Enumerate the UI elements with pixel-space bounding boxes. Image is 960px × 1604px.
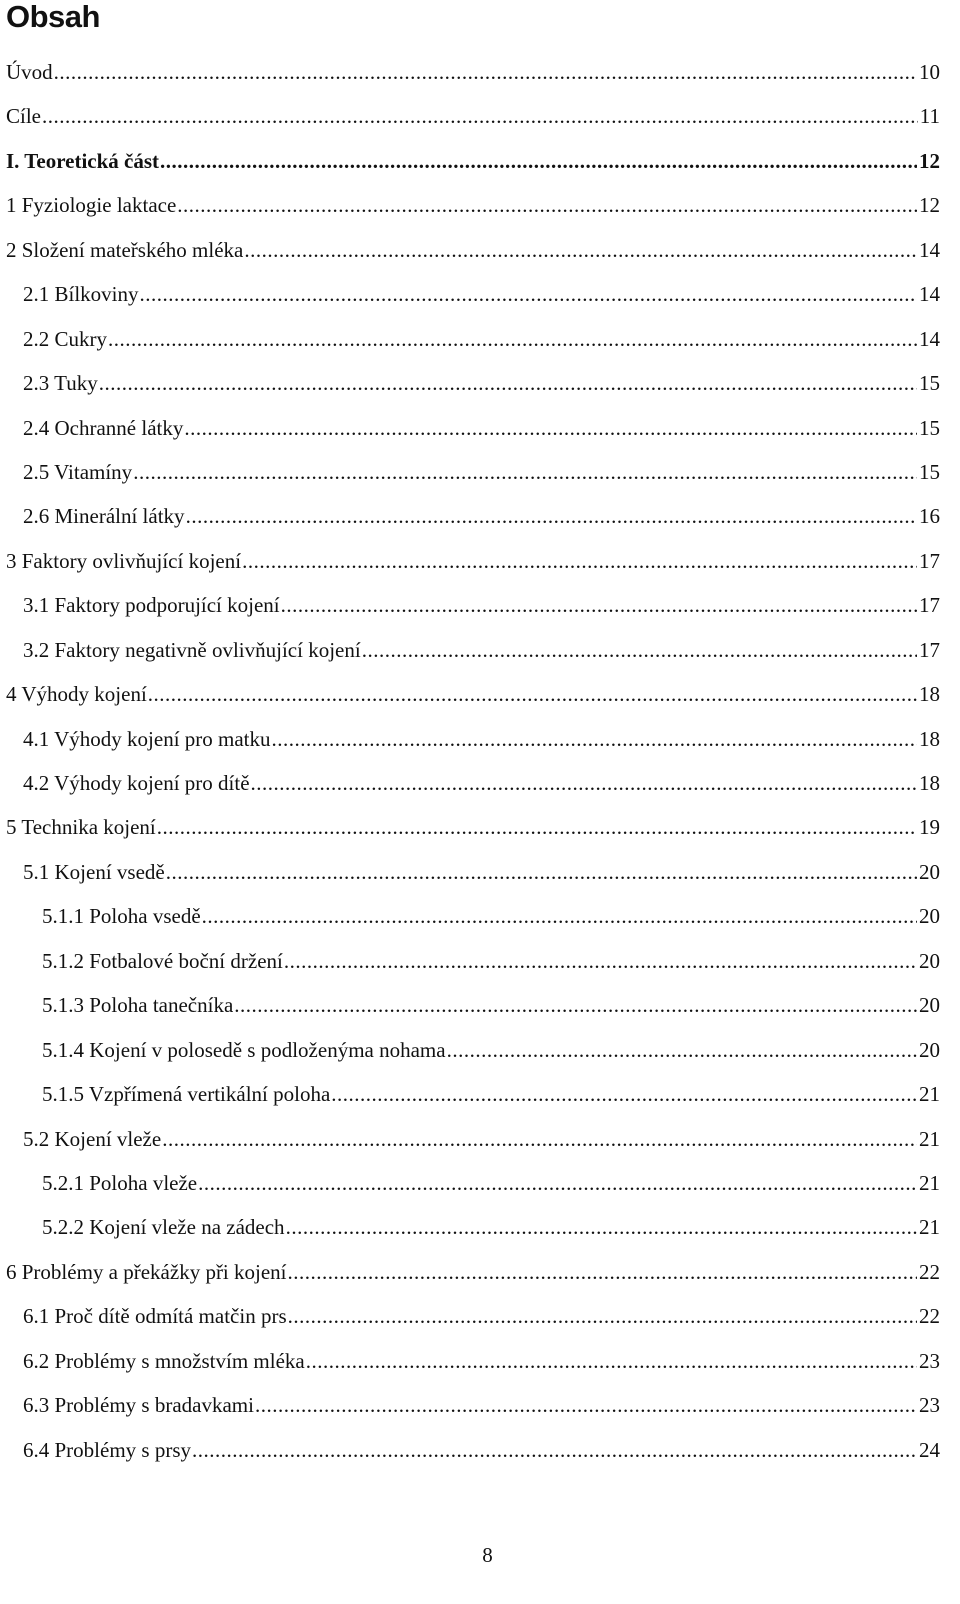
toc-entry-page: 15 bbox=[919, 459, 940, 484]
toc-entry-page: 19 bbox=[919, 815, 940, 840]
toc-entry-page: 20 bbox=[919, 948, 940, 973]
toc-entry-label: 3.1 Faktory podporující kojení bbox=[23, 593, 280, 618]
table-of-contents bbox=[6, 50, 940, 1472]
toc-dot-leader bbox=[362, 628, 917, 672]
toc-entry[interactable] bbox=[6, 361, 940, 405]
toc-entry-page: 21 bbox=[919, 1126, 940, 1151]
toc-dot-leader bbox=[284, 939, 917, 983]
toc-entry-page: 11 bbox=[919, 104, 940, 129]
toc-dot-leader bbox=[186, 494, 917, 538]
toc-entry-label: Úvod bbox=[6, 60, 53, 84]
page-number: 8 bbox=[482, 1543, 493, 1567]
toc-dot-leader bbox=[198, 1161, 917, 1205]
toc-dot-leader bbox=[234, 983, 917, 1027]
toc-dot-leader bbox=[192, 1428, 917, 1472]
toc-dot-leader bbox=[251, 761, 917, 805]
toc-entry-page: 24 bbox=[919, 1437, 940, 1462]
toc-entry[interactable] bbox=[6, 1383, 940, 1427]
toc-entry-label: Cíle bbox=[6, 104, 41, 129]
toc-entry-label: 2.5 Vitamíny bbox=[23, 459, 133, 484]
toc-entry-label: 2.4 Ochranné látky bbox=[23, 415, 184, 440]
toc-entry-page: 20 bbox=[919, 904, 940, 929]
toc-dot-leader bbox=[242, 539, 917, 583]
toc-entry-label: 6.3 Problémy s bradavkami bbox=[23, 1393, 254, 1418]
toc-entry-label: 6.4 Problémy s prsy bbox=[23, 1437, 191, 1462]
toc-entry[interactable] bbox=[6, 94, 940, 138]
toc-entry-page: 14 bbox=[919, 237, 940, 262]
toc-entry[interactable] bbox=[6, 1028, 940, 1072]
toc-dot-leader bbox=[281, 583, 917, 627]
toc-entry-label: 1 Fyziologie laktace bbox=[6, 193, 177, 218]
toc-entry-label: 6 Problémy a překážky při kojení bbox=[6, 1259, 287, 1284]
toc-dot-leader bbox=[177, 183, 917, 227]
toc-entry-label: 5.2 Kojení vleže bbox=[23, 1126, 162, 1151]
toc-entry-page: 21 bbox=[919, 1170, 940, 1195]
toc-entry[interactable] bbox=[6, 1428, 940, 1472]
toc-dot-leader bbox=[288, 1294, 917, 1338]
toc-entry[interactable] bbox=[6, 717, 940, 761]
toc-entry[interactable] bbox=[6, 939, 940, 983]
toc-entry-label: 5.2.1 Poloha vleže bbox=[42, 1170, 198, 1195]
toc-entry-page: 21 bbox=[919, 1215, 940, 1240]
toc-entry-page: 20 bbox=[919, 1037, 940, 1062]
toc-dot-leader bbox=[272, 717, 917, 761]
toc-entry[interactable] bbox=[6, 1072, 940, 1116]
toc-entry-page: 17 bbox=[919, 548, 940, 573]
toc-dot-leader bbox=[244, 228, 917, 272]
toc-dot-leader bbox=[133, 450, 917, 494]
toc-entry-label: 2.2 Cukry bbox=[23, 326, 107, 351]
toc-entry-page: 23 bbox=[919, 1393, 940, 1418]
toc-entry-page: 12 bbox=[919, 193, 940, 218]
toc-entry-label: 4.2 Výhody kojení pro dítě bbox=[23, 771, 250, 795]
toc-dot-leader bbox=[255, 1383, 917, 1427]
toc-entry[interactable] bbox=[6, 850, 940, 894]
toc-entry-label: 4.1 Výhody kojení pro matku bbox=[23, 726, 271, 751]
toc-entry-page: 21 bbox=[919, 1082, 940, 1107]
toc-dot-leader bbox=[42, 94, 918, 138]
toc-entry-page: 14 bbox=[919, 326, 940, 351]
toc-entry[interactable] bbox=[6, 539, 940, 583]
toc-entry-page: 15 bbox=[919, 415, 940, 440]
toc-entry-label: 5 Technika kojení bbox=[6, 815, 156, 840]
toc-entry-page: 23 bbox=[919, 1348, 940, 1373]
toc-entry[interactable] bbox=[6, 50, 940, 94]
toc-entry[interactable] bbox=[6, 1117, 940, 1161]
toc-dot-leader bbox=[166, 850, 917, 894]
toc-dot-leader bbox=[140, 272, 917, 316]
toc-entry-page: 17 bbox=[919, 637, 940, 662]
toc-entry[interactable] bbox=[6, 1294, 940, 1338]
toc-entry[interactable] bbox=[6, 628, 940, 672]
toc-dot-leader bbox=[447, 1028, 917, 1072]
toc-entry-label: 2.1 Bílkoviny bbox=[23, 282, 139, 307]
toc-entry[interactable] bbox=[6, 317, 940, 361]
toc-entry[interactable] bbox=[6, 805, 940, 849]
toc-entry-page: 10 bbox=[919, 60, 940, 84]
toc-entry-page: 20 bbox=[919, 859, 940, 884]
toc-entry-label: 5.1.3 Poloha tanečníka bbox=[42, 993, 234, 1018]
toc-entry[interactable] bbox=[6, 1205, 940, 1249]
toc-entry[interactable] bbox=[6, 1339, 940, 1383]
toc-entry-page: 14 bbox=[919, 282, 940, 307]
toc-entry-page: 18 bbox=[919, 682, 940, 707]
toc-entry-label: I. Teoretická část bbox=[6, 148, 160, 173]
toc-entry-label: 5.1.2 Fotbalové boční držení bbox=[42, 948, 283, 973]
toc-entry[interactable] bbox=[6, 1250, 940, 1294]
toc-entry-label: 5.1.1 Poloha vsedě bbox=[42, 904, 201, 929]
toc-entry-page: 18 bbox=[919, 726, 940, 751]
toc-entry-label: 2.6 Minerální látky bbox=[23, 504, 185, 529]
toc-entry[interactable] bbox=[6, 583, 940, 627]
toc-entry[interactable] bbox=[6, 894, 940, 938]
toc-dot-leader bbox=[99, 361, 917, 405]
toc-dot-leader bbox=[157, 805, 917, 849]
toc-dot-leader bbox=[306, 1339, 917, 1383]
toc-entry[interactable] bbox=[6, 761, 940, 805]
toc-entry[interactable] bbox=[6, 406, 940, 450]
toc-entry[interactable] bbox=[6, 139, 940, 183]
toc-entry-page: 17 bbox=[919, 593, 940, 618]
toc-entry-label: 5.1.5 Vzpřímená vertikální poloha bbox=[42, 1082, 331, 1107]
toc-dot-leader bbox=[331, 1072, 917, 1116]
toc-entry-label: 2 Složení mateřského mléka bbox=[6, 237, 244, 262]
toc-dot-leader bbox=[202, 894, 917, 938]
page-title: Obsah bbox=[6, 0, 100, 34]
toc-dot-leader bbox=[286, 1205, 917, 1249]
toc-entry[interactable] bbox=[6, 450, 940, 494]
toc-entry-page: 18 bbox=[919, 771, 940, 795]
toc-dot-leader bbox=[288, 1250, 917, 1294]
toc-entry-label: 3 Faktory ovlivňující kojení bbox=[6, 548, 242, 573]
toc-entry[interactable] bbox=[6, 1161, 940, 1205]
toc-entry-label: 6.2 Problémy s množstvím mléka bbox=[23, 1348, 305, 1373]
toc-entry[interactable] bbox=[6, 228, 940, 272]
toc-entry[interactable] bbox=[6, 183, 940, 227]
toc-entry-page: 15 bbox=[919, 371, 940, 396]
toc-entry[interactable] bbox=[6, 672, 940, 716]
toc-entry[interactable] bbox=[6, 983, 940, 1027]
toc-entry-label: 5.1.4 Kojení v polosedě s podloženýma nohama bbox=[42, 1037, 446, 1062]
toc-dot-leader bbox=[108, 317, 917, 361]
toc-dot-leader bbox=[148, 672, 917, 716]
toc-entry-label: 2.3 Tuky bbox=[23, 371, 98, 396]
toc-entry-label: 6.1 Proč dítě odmítá matčin prs bbox=[23, 1304, 287, 1329]
toc-entry[interactable] bbox=[6, 272, 940, 316]
toc-entry-page: 20 bbox=[919, 993, 940, 1018]
toc-entry-page: 12 bbox=[919, 148, 940, 173]
toc-dot-leader bbox=[184, 406, 917, 450]
toc-dot-leader bbox=[54, 50, 917, 94]
toc-dot-leader bbox=[162, 1117, 917, 1161]
toc-entry-label: 5.2.2 Kojení vleže na zádech bbox=[42, 1215, 285, 1240]
toc-entry-label: 3.2 Faktory negativně ovlivňující kojení bbox=[23, 637, 361, 662]
toc-entry-page: 16 bbox=[919, 504, 940, 529]
toc-entry[interactable] bbox=[6, 494, 940, 538]
toc-dot-leader bbox=[160, 139, 917, 183]
toc-entry-page: 22 bbox=[919, 1304, 940, 1329]
toc-entry-page: 22 bbox=[919, 1259, 940, 1284]
toc-entry-label: 4 Výhody kojení bbox=[6, 682, 147, 707]
toc-entry-label: 5.1 Kojení vsedě bbox=[23, 859, 165, 884]
